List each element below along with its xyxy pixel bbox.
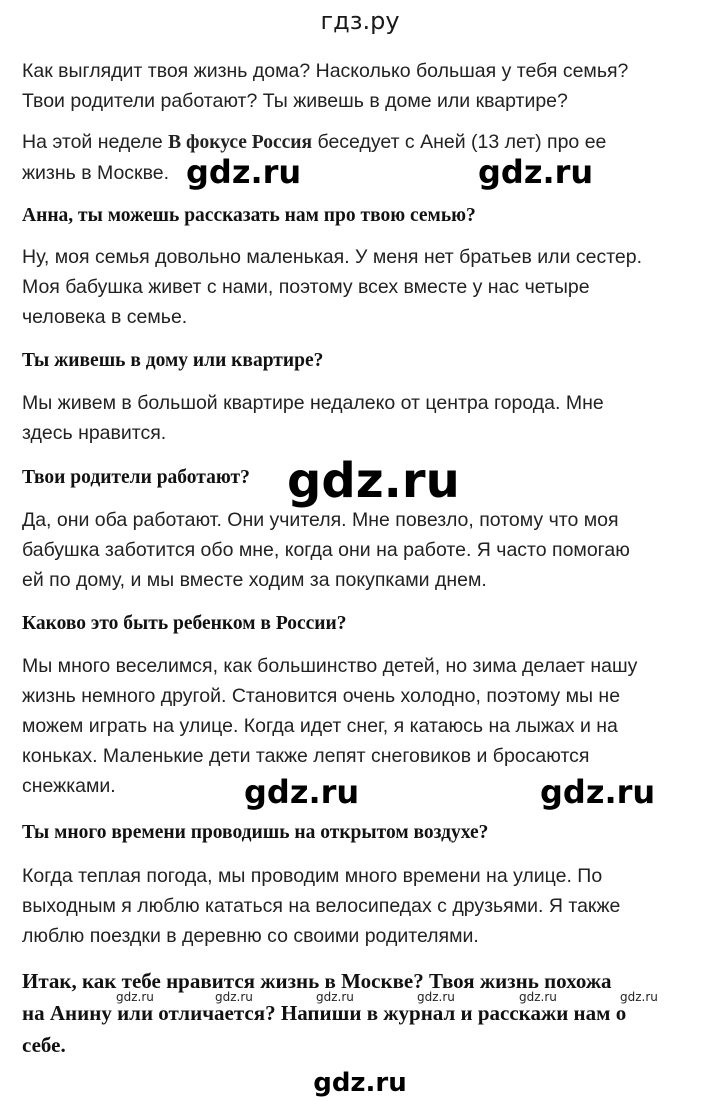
answer-parents-line-1: Да, они оба работают. Они учителя. Мне повезло, потому что моя [22,509,619,531]
final-prompt-line-2: на Анину или отличается? Напиши в журнал и расскажи нам о [22,1001,627,1025]
answer-family-line-1: Ну, моя семья довольно маленькая. У меня нет братьев или сестер. [22,246,643,268]
final-prompt-line-3: себе. [22,1033,66,1057]
lead-prefix: На этой неделе [22,131,169,153]
answer-russia-line-1: Мы много веселимся, как большинство детей, но зима делает нашу [22,655,638,677]
final-prompt-line-1: Итак, как тебе нравится жизнь в Москве? Твоя жизнь похожа [22,969,612,993]
question-home: Ты живешь в дому или квартире? [22,350,324,371]
watermark: gdz.ru [540,773,656,811]
watermark: gdz.ru [186,153,302,191]
answer-outdoors-line-1: Когда теплая погода, мы проводим много времени на улице. По [22,865,603,887]
lead-line-2: жизнь в Москве. [22,162,169,184]
answer-home-line-1: Мы живем в большой квартире недалеко от центра города. Мне [22,392,604,414]
answer-russia-line-2: жизнь немного другой. Становится очень холодно, поэтому мы не [22,685,621,707]
answer-outdoors-line-2: выходным я люблю кататься на велосипедах с друзьями. Я также [22,895,621,917]
answer-home-line-2: здесь нравится. [22,422,167,444]
watermark-small: gdz.ru [116,990,154,1004]
answer-russia-line-3: можем играть на улице. Когда идет снег, я катаюсь на лыжах и на [22,715,618,737]
lead-line-1 [22,127,702,158]
watermark-small: gdz.ru [620,990,658,1004]
answer-parents-line-3: ей по дому, и мы вместе ходим за покупками днем. [22,569,487,591]
answer-parents-line-2: бабушка заботится обо мне, когда они на работе. Я часто помогаю [22,539,630,561]
answer-russia-line-4: коньках. Маленькие дети также лепят снеговиков и бросаются [22,745,590,767]
lead-magazine-name: В фокусе Россия [168,132,313,153]
question-russia: Каково это быть ребенком в России? [22,613,347,634]
answer-russia-line-5: снежками. [22,775,116,797]
watermark-small: gdz.ru [417,990,455,1004]
question-parents: Твои родители работают? [22,467,250,488]
answer-outdoors-line-3: люблю поездки в деревню со своими родителями. [22,925,479,947]
watermark: gdz.ru [478,153,594,191]
watermark: gdz.ru [287,453,460,509]
intro-line-2: Твои родители работают? Ты живешь в доме или квартире? [22,90,568,112]
watermark-small: gdz.ru [215,990,253,1004]
watermark-small: gdz.ru [519,990,557,1004]
site-footer: gdz.ru [313,1068,407,1098]
intro-line-1: Как выглядит твоя жизнь дома? Насколько большая у тебя семья? [22,60,629,82]
answer-family-line-3: человека в семье. [22,306,188,328]
question-outdoors: Ты много времени проводишь на открытом воздухе? [22,822,489,843]
answer-family-line-2: Моя бабушка живет с нами, поэтому всех вместе у нас четыре [22,276,590,298]
question-family: Анна, ты можешь рассказать нам про твою семью? [22,205,476,226]
watermark: gdz.ru [244,773,360,811]
site-header: гдз.ру [320,7,400,35]
watermark-small: gdz.ru [316,990,354,1004]
lead-suffix: беседует с Аней (13 лет) про ее [312,131,607,153]
